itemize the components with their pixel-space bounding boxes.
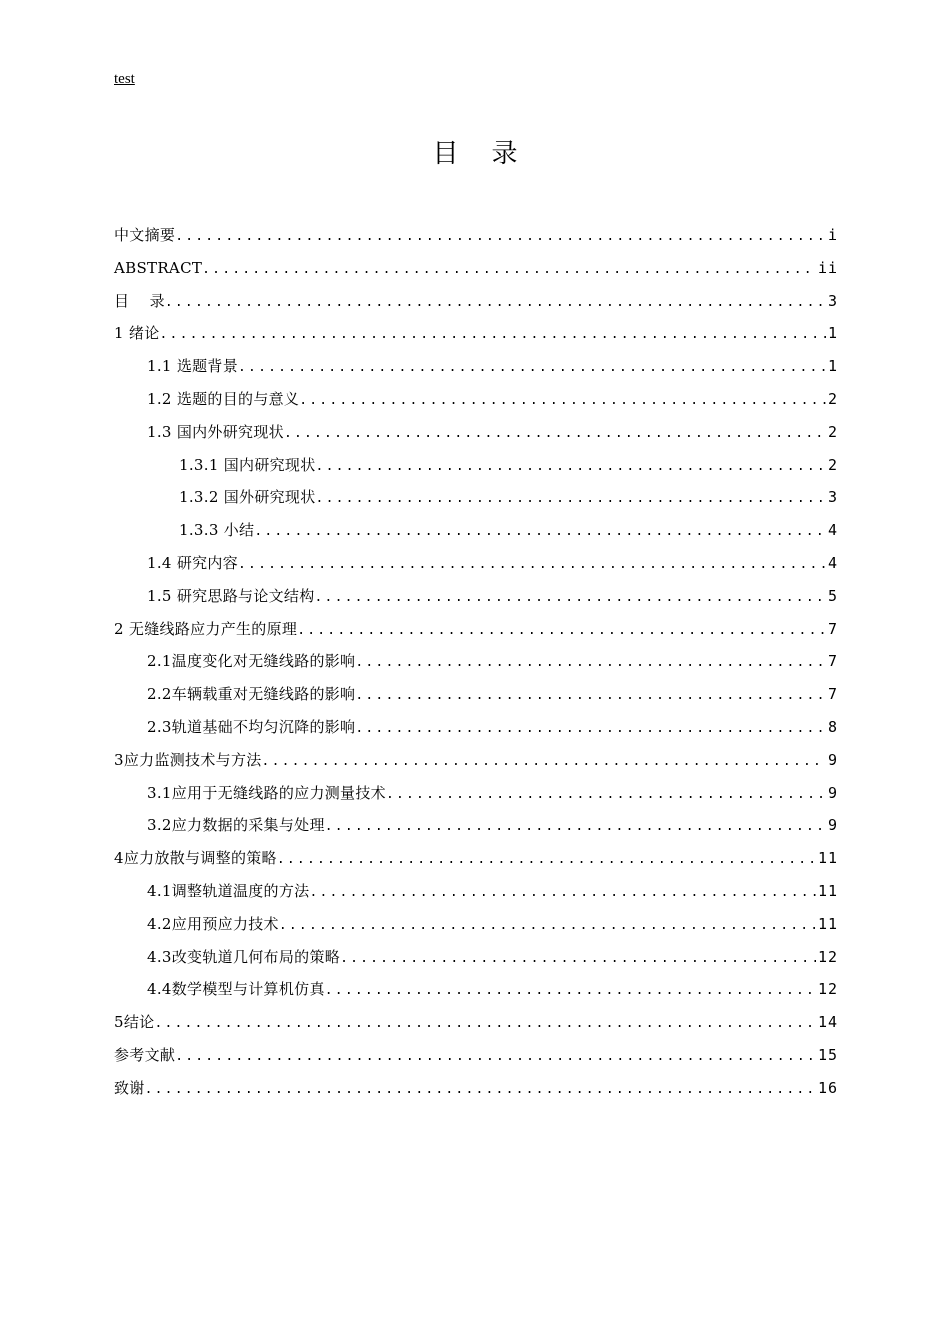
toc-entry[interactable] (114, 257, 838, 290)
toc-entry[interactable] (114, 683, 838, 716)
toc-entry[interactable] (114, 650, 838, 683)
dot-leader (355, 718, 826, 740)
toc-entry-page-number: 1 (827, 324, 838, 343)
toc-entry-label: 1 绪论 (114, 324, 160, 343)
toc-entry[interactable] (114, 782, 838, 815)
dot-leader (202, 259, 816, 281)
dot-leader (355, 685, 826, 707)
toc-entry-page-number: 11 (817, 849, 838, 868)
dot-leader (309, 882, 815, 904)
toc-entry[interactable] (114, 585, 838, 618)
dot-leader (175, 1046, 816, 1068)
toc-entry-page-number: ii (817, 258, 838, 277)
dot-leader (254, 521, 826, 543)
toc-entry-page-number: 4 (827, 553, 838, 572)
dot-leader (355, 652, 826, 674)
toc-title: 目 录 (432, 139, 518, 169)
dot-leader (165, 292, 826, 314)
dot-leader (316, 456, 826, 478)
toc-entry-page-number: 15 (817, 1045, 838, 1064)
toc-entry[interactable] (114, 486, 838, 519)
toc-entry-page-number: 12 (817, 947, 838, 966)
toc-entry[interactable] (114, 913, 838, 946)
toc-entry-page-number: 11 (817, 881, 838, 900)
toc-entry-label: 3.1应用于无缝线路的应力测量技术 (147, 783, 386, 802)
dot-leader (316, 488, 826, 510)
toc-entry-label: 4.4数学模型与计算机仿真 (147, 980, 325, 999)
toc-entry[interactable] (114, 421, 838, 454)
dot-leader (262, 751, 826, 773)
toc-entry[interactable] (114, 552, 838, 585)
toc-entry-label: 4.3改变轨道几何布局的策略 (147, 947, 341, 966)
toc-entry-page-number: 14 (817, 1013, 838, 1032)
toc-entry[interactable] (114, 978, 838, 1011)
toc-entry-label: 4应力放散与调整的策略 (114, 849, 277, 868)
toc-entry-label: 2.2车辆载重对无缝线路的影响 (147, 685, 356, 704)
table-of-contents (114, 224, 838, 1110)
toc-entry-page-number: 7 (827, 685, 838, 704)
dot-leader (315, 587, 826, 609)
toc-entry[interactable] (114, 749, 838, 782)
toc-entry-page-number: 5 (827, 586, 838, 605)
toc-entry-label: 3.2应力数据的采集与处理 (147, 816, 325, 835)
dot-leader (284, 423, 826, 445)
toc-entry[interactable] (114, 388, 838, 421)
toc-entry[interactable] (114, 224, 838, 257)
dot-leader (325, 816, 826, 838)
dot-leader (297, 620, 826, 642)
toc-entry-label: 1.3 国内外研究现状 (147, 422, 284, 441)
dot-leader (145, 1079, 816, 1101)
toc-entry-page-number: 9 (827, 783, 838, 802)
toc-entry-page-number: 2 (827, 422, 838, 441)
dot-leader (279, 915, 816, 937)
toc-entry-label: 目 录 (114, 291, 165, 310)
toc-entry-page-number: 9 (827, 816, 838, 835)
toc-entry-label: ABSTRACT (114, 258, 203, 277)
dot-leader (299, 390, 826, 412)
toc-entry-page-number: 1 (827, 357, 838, 376)
toc-entry-label: 5结论 (114, 1013, 155, 1032)
toc-entry-label: 致谢 (114, 1078, 145, 1097)
toc-entry-label: 2 无缝线路应力产生的原理 (114, 619, 298, 638)
toc-entry-page-number: 2 (827, 455, 838, 474)
toc-entry[interactable] (114, 1044, 838, 1077)
toc-entry-label: 2.3轨道基础不均匀沉降的影响 (147, 717, 356, 736)
toc-entry-page-number: 16 (817, 1078, 838, 1097)
toc-entry[interactable] (114, 290, 838, 323)
toc-entry[interactable] (114, 322, 838, 355)
dot-leader (238, 554, 826, 576)
toc-entry-page-number: 11 (817, 914, 838, 933)
toc-entry-label: 中文摘要 (114, 226, 176, 244)
toc-entry[interactable] (114, 1011, 838, 1044)
toc-entry-label: 4.1调整轨道温度的方法 (147, 881, 310, 900)
toc-entry[interactable] (114, 716, 838, 749)
toc-entry-label: 2.1温度变化对无缝线路的影响 (147, 652, 356, 671)
dot-leader (175, 226, 826, 248)
toc-entry-page-number: 2 (827, 389, 838, 408)
toc-entry-label: 3应力监测技术与方法 (114, 750, 262, 769)
toc-entry[interactable] (114, 519, 838, 552)
toc-entry[interactable] (114, 454, 838, 487)
dot-leader (340, 948, 816, 970)
toc-entry-page-number: i (827, 226, 838, 244)
toc-entry[interactable] (114, 946, 838, 979)
toc-entry-label: 1.5 研究思路与论文结构 (147, 586, 315, 605)
toc-entry-label: 1.3.1 国内研究现状 (179, 455, 316, 474)
toc-entry-page-number: 12 (817, 980, 838, 999)
toc-entry-label: 1.4 研究内容 (147, 553, 239, 572)
toc-entry-label: 1.2 选题的目的与意义 (147, 389, 300, 408)
dot-leader (325, 980, 816, 1002)
toc-entry-page-number: 3 (827, 488, 838, 507)
dot-leader (238, 357, 826, 379)
toc-entry[interactable] (114, 814, 838, 847)
page-header: test (114, 71, 135, 87)
dot-leader (386, 784, 826, 806)
toc-entry-page-number: 9 (827, 750, 838, 769)
toc-entry-label: 1.3.3 小结 (179, 521, 255, 540)
toc-entry[interactable] (114, 880, 838, 913)
toc-entry-page-number: 7 (827, 652, 838, 671)
toc-entry[interactable] (114, 1077, 838, 1110)
toc-entry-label: 1.3.2 国外研究现状 (179, 488, 316, 507)
toc-entry-page-number: 4 (827, 521, 838, 540)
toc-entry-label: 参考文献 (114, 1045, 176, 1064)
toc-entry[interactable] (114, 618, 838, 651)
toc-entry-label: 4.2应用预应力技术 (147, 914, 279, 933)
dot-leader (160, 324, 826, 346)
dot-leader (277, 849, 816, 871)
toc-entry[interactable] (114, 847, 838, 880)
toc-entry-page-number: 7 (827, 619, 838, 638)
toc-entry[interactable] (114, 355, 838, 388)
toc-entry-page-number: 8 (827, 717, 838, 736)
dot-leader (154, 1013, 815, 1035)
toc-entry-label: 1.1 选题背景 (147, 357, 239, 376)
toc-entry-page-number: 3 (827, 291, 838, 310)
